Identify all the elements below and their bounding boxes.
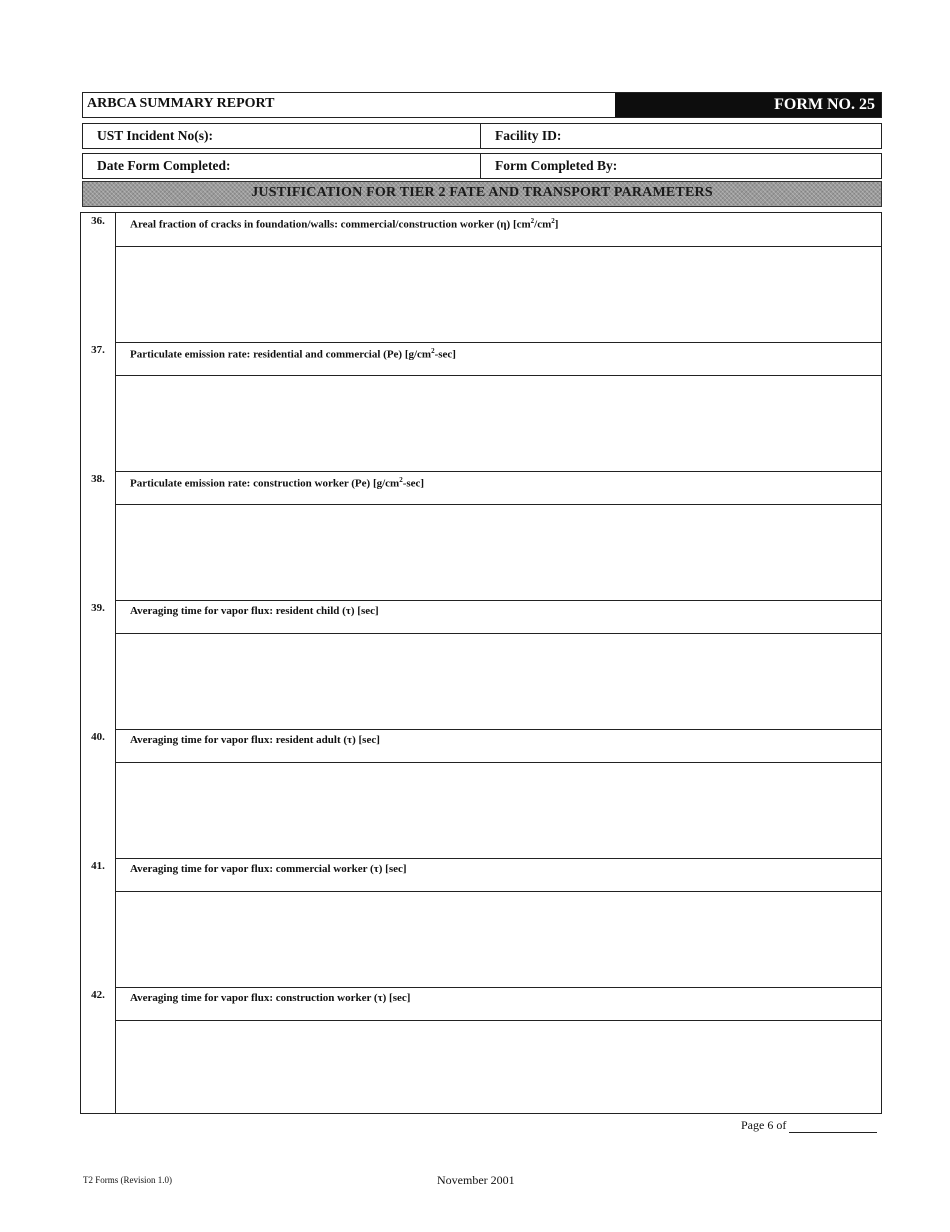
footer-date: November 2001 (437, 1173, 515, 1187)
item-36 (81, 213, 881, 342)
date-completed-field[interactable]: Date Form Completed: (83, 154, 481, 178)
facility-id-field[interactable]: Facility ID: (495, 128, 562, 143)
ust-incident-field[interactable]: UST Incident No(s): (83, 124, 481, 148)
item-label: Averaging time for vapor flux: commercial worker (τ) [sec] (116, 858, 881, 892)
justification-answer-area[interactable] (116, 634, 881, 729)
item-label: Areal fraction of cracks in foundation/walls: commercial/construction worker (η) $[cm^2/cm^2]$ (116, 213, 881, 247)
justification-answer-area[interactable] (116, 892, 881, 987)
item-number: 37. (81, 342, 116, 471)
item-41 (81, 858, 881, 987)
revision-note: T2 Forms (Revision 1.0) (83, 1175, 172, 1185)
item-42 (81, 987, 881, 1113)
completed-by-field[interactable]: Form Completed By: (495, 158, 618, 173)
justification-answer-area[interactable] (116, 376, 881, 471)
item-label: Averaging time for vapor flux: resident child (τ) [sec] (116, 600, 881, 634)
section-title: JUSTIFICATION FOR TIER 2 FATE AND TRANSPORT PARAMETERS (82, 181, 882, 207)
total-pages-blank[interactable] (789, 1120, 877, 1133)
item-number: 36. (81, 213, 116, 342)
incident-row (82, 123, 882, 149)
item-37 (81, 342, 881, 471)
justification-answer-area[interactable] (116, 505, 881, 600)
item-label: Averaging time for vapor flux: construction worker (τ) [sec] (116, 987, 881, 1021)
justification-answer-area[interactable] (116, 247, 881, 342)
page-number (741, 1118, 877, 1133)
parameters-table (80, 212, 882, 1114)
item-label: Particulate emission rate: construction worker (Pe) $[g/cm^2-\sec]$ (116, 471, 881, 505)
justification-answer-area[interactable] (116, 1021, 881, 1113)
item-number: 42. (81, 987, 116, 1113)
item-number: 40. (81, 729, 116, 858)
item-38 (81, 471, 881, 600)
item-number: 41. (81, 858, 116, 987)
item-40 (81, 729, 881, 858)
item-number: 39. (81, 600, 116, 729)
item-label: Averaging time for vapor flux: resident adult (τ) [sec] (116, 729, 881, 763)
page-label: Page 6 of (741, 1118, 787, 1132)
report-title-bar (82, 92, 882, 118)
item-39 (81, 600, 881, 729)
form-number: FORM NO. 25 (615, 93, 881, 117)
report-title: ARBCA SUMMARY REPORT (87, 96, 275, 111)
justification-answer-area[interactable] (116, 763, 881, 858)
date-row (82, 153, 882, 179)
item-number: 38. (81, 471, 116, 600)
item-label: Particulate emission rate: residential and commercial (Pe) $[g/cm^2-\sec]$ (116, 342, 881, 376)
